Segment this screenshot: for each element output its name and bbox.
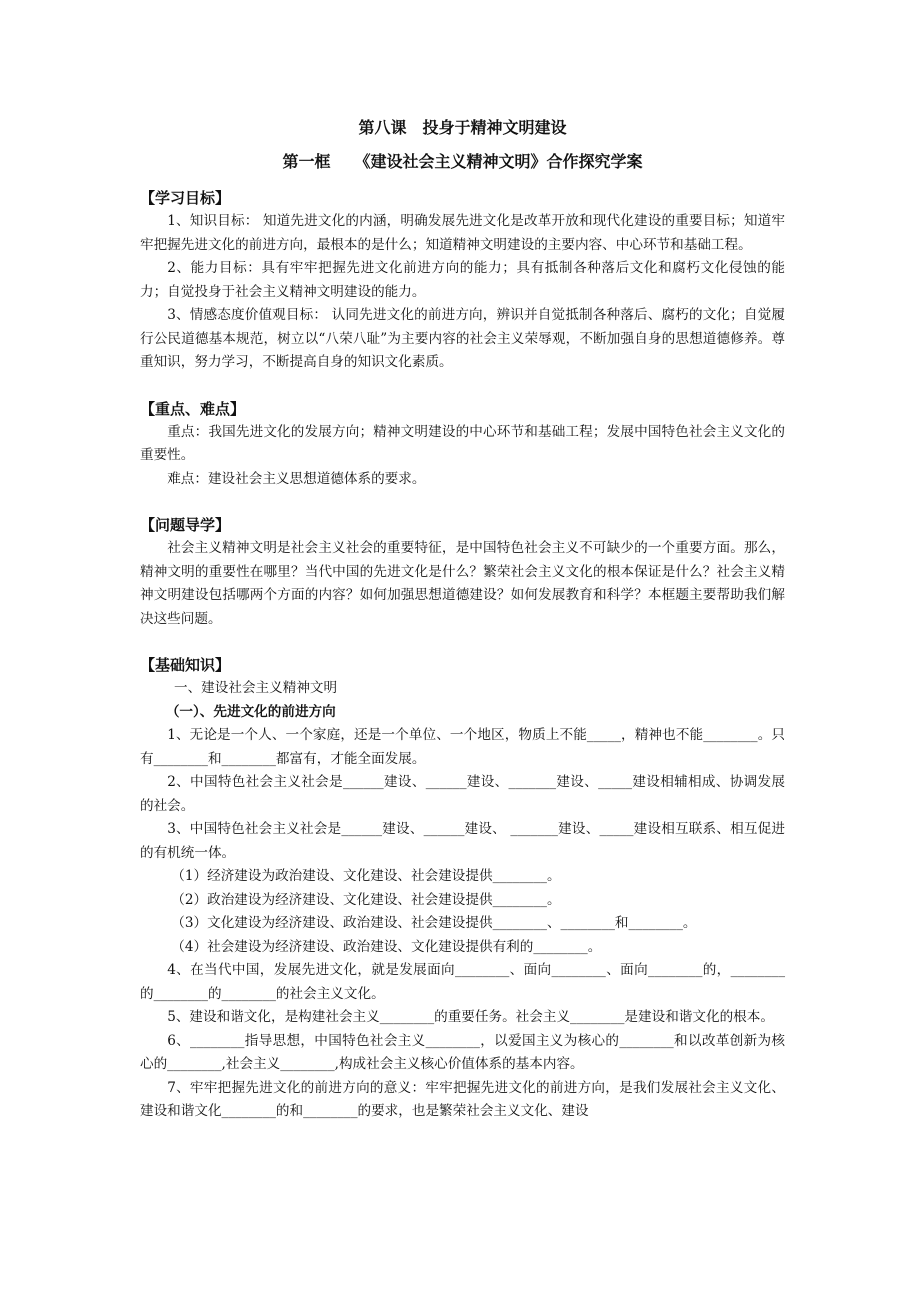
basic-item-5: 5、建设和谐文化，是构建社会主义________的重要任务。社会主义________是建设和谐文化的根本。 (167, 1009, 774, 1025)
objective-knowledge: 1、知识目标： 知道先进文化的内涵，明确发展先进文化是改革开放和现代化建设的重要目标；知道牢牢把握先进文化的前进方向，最根本的是什么；知道精神文明建设的主要内容、中心环节和基础工程。 (140, 213, 785, 253)
basic-subitem-2: （2）政治建设为经济建设、文化建设、社会建设提供________。 (171, 891, 561, 908)
basic-item-2: 2、中国特色社会主义社会是______建设、______建设、_______建设、_____建设相辅相成、协调发展的社会。 (140, 774, 785, 814)
basic-item-6: 6、________指导思想，中国特色社会主义________，以爱国主义为核心的________和以改革创新为核心的________,社会主义________,构成社会主义核心价值体系的基本内容。 (140, 1032, 785, 1072)
basics-heading: 【基础知识】 (140, 656, 231, 674)
objective-ability: 2、能力目标：具有牢牢把握先进文化前进方向的能力；具有抵制各种落后文化和腐朽文化侵蚀的能力；自觉投身于社会主义精神文明建设的能力。 (140, 260, 785, 300)
key-points-heading: 【重点、难点】 (140, 399, 246, 418)
difficult-point: 难点：建设社会主义思想道德体系的要求。 (167, 470, 426, 487)
basic-item-1: 1、无论是一个人、一个家庭，还是一个单位、一个地区，物质上不能_____，精神也不能________。只有________和________都富有，才能全面发展。 (140, 727, 785, 767)
basic-subitem-1: （1）经济建设为政治建设、文化建设、社会建设提供________。 (171, 868, 561, 884)
basic-item-3: 3、中国特色社会主义社会是______建设、______建设、 _______建设、_____建设相互联系、相互促进的有机统一体。 (140, 821, 785, 861)
subsection-title: （一）、先进文化的前进方向 (165, 703, 336, 720)
basic-subitem-4: （4）社会建设为经济建设、政治建设、文化建设提供有利的________。 (171, 938, 602, 955)
objective-attitude: 3、情感态度价值观目标： 认同先进文化的前进方向，辨识并自觉抵制各种落后、腐朽的文化；自觉履行公民道德基本规范，树立以“八荣八耻”为主要内容的社会主义荣辱观，不断加强自身的思想道德修养。尊重知识，努力学习，不断提高自身的知识文化素质。 (140, 307, 785, 370)
basic-item-4: 4、在当代中国，发展先进文化，就是发展面向________、面向________、面向________的，________的________的________的社会主义文化。 (140, 962, 785, 1002)
basic-item-7: 7、牢牢把握先进文化的前进方向的意义：牢牢把握先进文化的前进方向，是我们发展社会主义文化、建设和谐文化________的和________的要求，也是繁荣社会主义文化、建设 (140, 1079, 785, 1119)
basic-subitem-3: （3）文化建设为经济建设、政治建设、社会建设提供________、________和________。 (171, 915, 697, 931)
key-point: 重点：我国先进文化的发展方向；精神文明建设的中心环节和基础工程；发展中国特色社会主义文化的重要性。 (140, 423, 785, 463)
guide-text: 社会主义精神文明是社会主义社会的重要特征，是中国特色社会主义不可缺少的一个重要方面。那么，精神文明的重要性在哪里？当代中国的先进文化是什么？繁荣社会主义文化的根本保证是什么？社会主义精神文明建设包括哪两个方面的内容？如何加强思想道德建设？如何发展教育和科学？本框题主要帮助我们解决这些问题。 (140, 540, 785, 627)
objectives-heading: 【学习目标】 (140, 189, 231, 207)
document-page (140, 116, 785, 1124)
section-title: 一、建设社会主义精神文明 (174, 680, 338, 696)
guide-heading: 【问题导学】 (140, 516, 231, 534)
lesson-subtitle: 第一框 《建设社会主义精神文明》合作探究学案 (282, 152, 643, 171)
lesson-title: 第八课 投身于精神文明建设 (358, 118, 567, 137)
